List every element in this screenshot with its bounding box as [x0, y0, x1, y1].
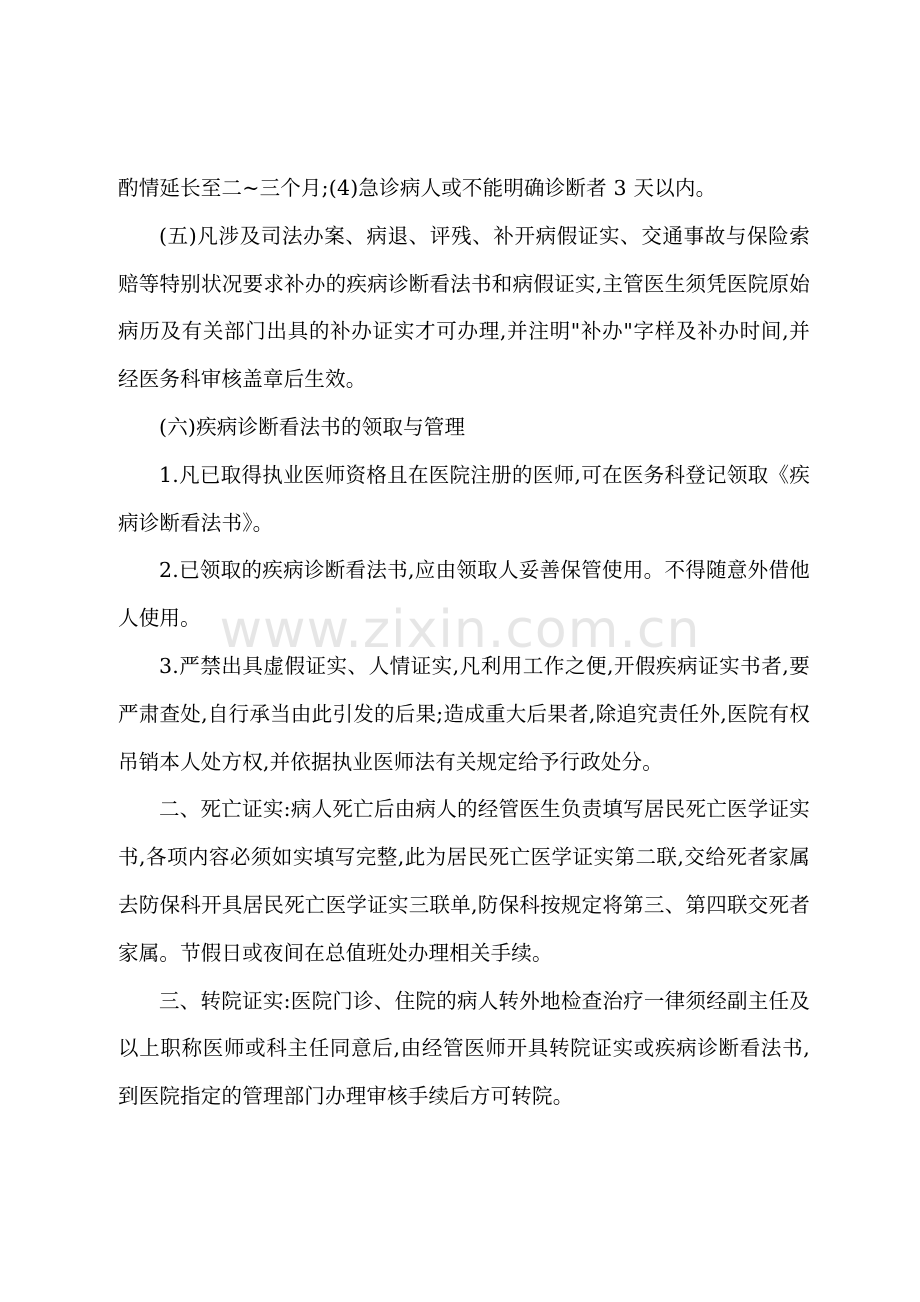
document-body: [118, 165, 810, 1121]
paragraph-item-2: 2.已领取的疾病诊断看法书,应由领取人妥善保管使用。不得随意外借他人使用。: [118, 558, 810, 631]
paragraph-death-certificate: 二、死亡证实:病人死亡后由病人的经管医生负责填写居民死亡医学证实书,各项内容必须如实填写完整,此为居民死亡医学证实第二联,交给死者家属去防保科开具居民死亡医学证实三联单,防保科按规定将第三、第四联交死者家属。节假日或夜间在总值班处办理相关手续。: [118, 797, 810, 965]
paragraph-item-3: 3.严禁出具虚假证实、人情证实,凡利用工作之便,开假疾病证实书者,要严肃查处,自行承当由此引发的后果;造成重大后果者,除追究责任外,医院有权吊销本人处方权,并依据执业医师法有关规定给予行政处分。: [118, 653, 810, 774]
paragraph-section-five: (五)凡涉及司法办案、病退、评残、补开病假证实、交通事故与保险索赔等特别状况要求补办的疾病诊断看法书和病假证实,主管医生须凭医院原始病历及有关部门出具的补办证实才可办理,并注明"补办"字样及补办时间,并经医务科审核盖章后生效。: [118, 223, 810, 392]
paragraph-transfer-certificate: 三、转院证实:医院门诊、住院的病人转外地检查治疗一律须经副主任及以上职称医师或科主任同意后,由经管医师开具转院证实或疾病诊断看法书,到医院指定的管理部门办理审核手续后方可转院。: [118, 988, 810, 1109]
paragraph-section-six-heading: (六)疾病诊断看法书的领取与管理: [159, 414, 466, 439]
paragraph-item-1: 1.凡已取得执业医师资格且在医院注册的医师,可在医务科登记领取《疾病诊断看法书》。: [118, 462, 810, 535]
watermark: www.zixin.com.cn: [219, 600, 701, 660]
paragraph-continuation: 酌情延长至二~三个月;(4)急诊病人或不能明确诊断者 3 天以内。: [118, 176, 717, 200]
